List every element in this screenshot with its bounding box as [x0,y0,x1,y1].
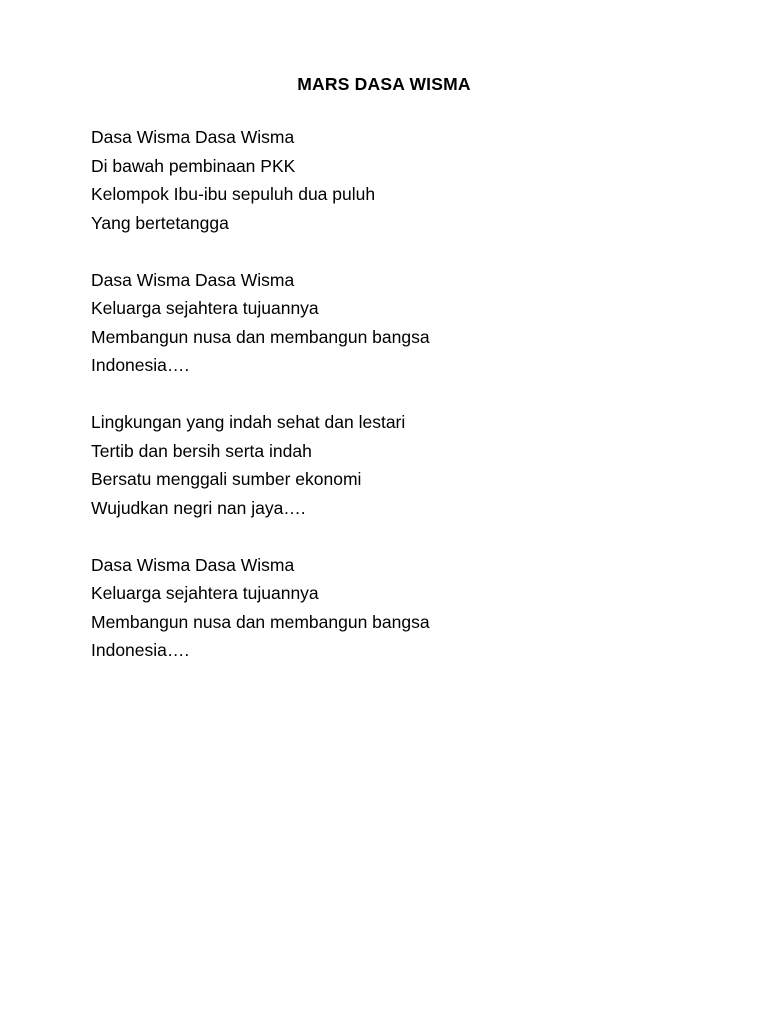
stanza-4 [91,551,711,665]
lyric-line: Yang bertetangga [91,212,229,233]
stanza-3 [91,408,711,522]
lyrics-body [91,123,711,693]
lyric-line: Di bawah pembinaan PKK [91,155,296,176]
lyric-line: Bersatu menggali sumber ekonomi [91,469,362,489]
lyric-line: Indonesia…. [91,640,190,660]
lyric-line: Membangun nusa dan membangun bangsa [91,326,430,347]
lyric-line: Keluarga sejahtera tujuannya [91,298,319,318]
lyric-line: Indonesia…. [91,355,190,375]
lyric-line: Keluarga sejahtera tujuannya [91,583,319,603]
lyric-line: Wujudkan negri nan jaya…. [91,497,306,518]
lyric-line: Lingkungan yang indah sehat dan lestari [91,412,406,432]
lyric-line: Dasa Wisma Dasa Wisma [91,269,295,290]
lyric-line: Kelompok Ibu-ibu sepuluh dua puluh [91,184,376,204]
stanza-2 [91,266,711,380]
lyric-line: Membangun nusa dan membangun bangsa [91,611,430,632]
document-title: MARS DASA WISMA [297,74,471,94]
lyric-line: Dasa Wisma Dasa Wisma [91,127,295,147]
lyric-line: Tertib dan bersih serta indah [91,440,312,461]
lyric-line: Dasa Wisma Dasa Wisma [91,554,295,575]
stanza-1 [91,123,711,237]
